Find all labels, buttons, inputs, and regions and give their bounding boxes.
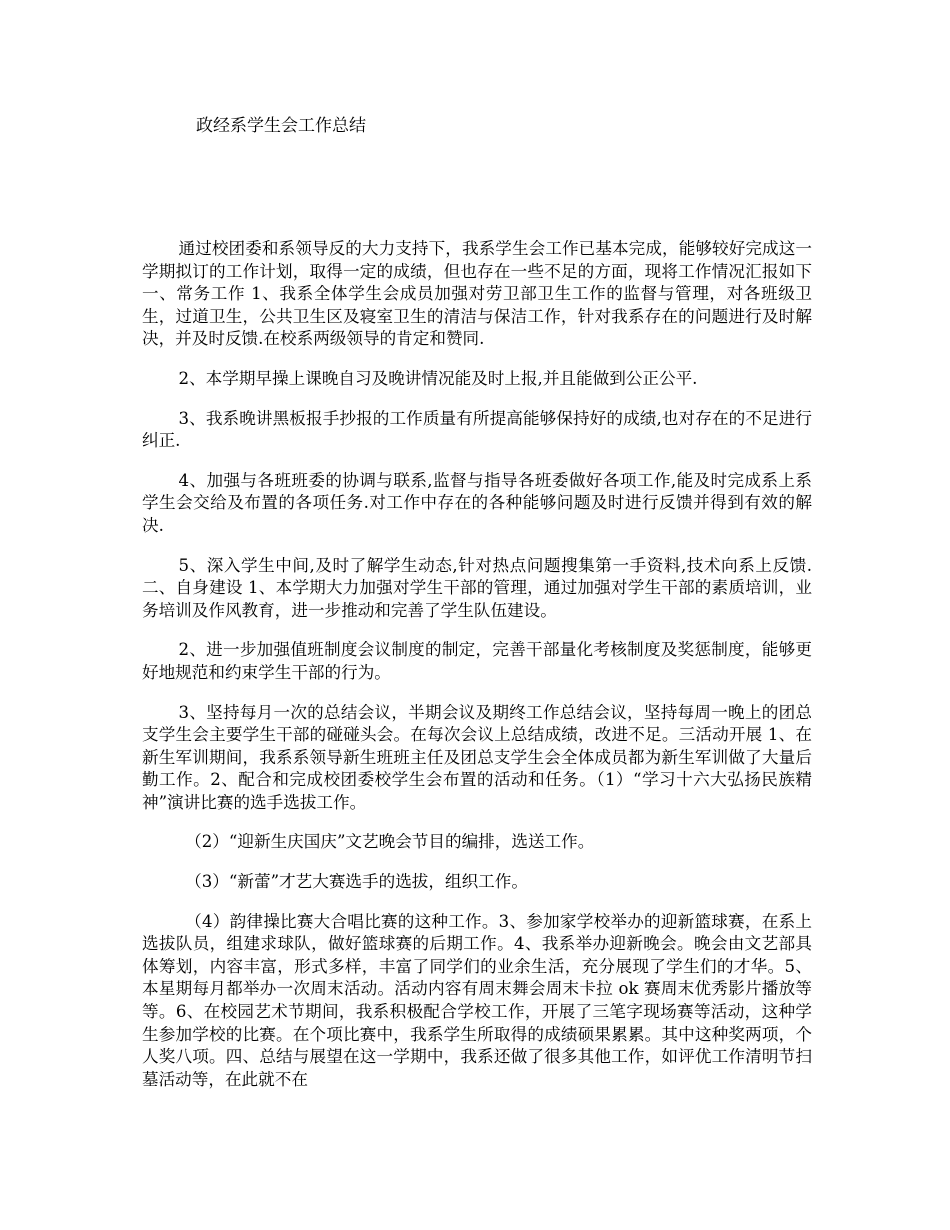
paragraph-6: 2、进一步加强值班制度会议制度的制定，完善干部量化考核制度及奖惩制度，能够更好地规范和约束学生干部的行为。 [142,640,812,682]
paragraph-2: 2、本学期早操上课晚自习及晚讲情况能及时上报,并且能做到公正公平. [178,368,698,388]
paragraph-9: （3）“新蕾”才艺大赛选手的选拔，组织工作。 [185,872,528,892]
paragraph-3: 3、我系晚讲黑板报手抄报的工作质量有所提高能够保持好的成绩,也对存在的不足进行纠正. [142,408,812,451]
document-title: 政经系学生会工作总结 [196,116,366,136]
paragraph-10: （4）韵律操比赛大合唱比赛的这种工作。3、参加家学校举办的迎新篮球赛，在系上选拔队员，组建求球队，做好篮球赛的后期工作。4、我系举办迎新晚会。晚会由文艺部具体筹划，内容丰富，形式多样，丰富了同学们的业余生活，充分展现了学生们的才华。5、本星期每月都举办一次周末活动。活动内容有周末舞会周末卡拉 ok 赛周末优秀影片播放等等。6、在校园艺术节期间，我系积极配合学校工作，开展了三笔字现场赛等活动，这种学生参加学校的比赛。在个项比赛中，我系学生所取得的成绩硕果累累。其中这种奖两项，个人奖八项。四、总结与展望在这一学期中，我系还做了很多其他工作，如评优工作清明节扫墓活动等，在此就不在 [142,911,812,1089]
paragraph-4: 4、加强与各班班委的协调与联系,监督与指导各班委做好各项工作,能及时完成系上系学生会交给及布置的各项任务.对工作中存在的各种能够问题及时进行反馈并得到有效的解决. [142,470,812,535]
paragraph-intro: 通过校团委和系领导反的大力支持下，我系学生会工作已基本完成，能够较好完成这一学期拟订的工作计划，取得一定的成绩，但也存在一些不足的方面，现将工作情况汇报如下一、常务工作 1、我系全体学生会成员加强对劳卫部卫生工作的监督与管理，对各班级卫生，过道卫生，公共卫生区及寝室卫生的清洁与保洁工作，针对我系存在的问题进行及时解决，并及时反馈.在校系两级领导的肯定和赞同. [142,239,812,349]
paragraph-8: （2）“迎新生庆国庆”文艺晚会节目的编排，选送工作。 [185,832,595,852]
paragraph-5: 5、深入学生中间,及时了解学生动态,针对热点问题搜集第一手资料,技术向系上反馈.二、自身建设 1、本学期大力加强对学生干部的管理，通过加强对学生干部的素质培训，业务培训及作风教育，进一步推动和完善了学生队伍建设。 [142,555,812,620]
document-body [142,238,812,1108]
paragraph-7: 3、坚持每月一次的总结会议，半期会议及期终工作总结会议，坚持每周一晚上的团总支学生会主要学生干部的碰碰头会。在每次会议上总结成绩，改进不足。三活动开展 1、在新生军训期间，我系系领导新生班班主任及团总支学生会全体成员都为新生军训做了大量后勤工作。2、配合和完成校团委校学生会布置的活动和任务。（1）“学习十六大弘扬民族精神”演讲比赛的选手选拔工作。 [142,702,812,812]
